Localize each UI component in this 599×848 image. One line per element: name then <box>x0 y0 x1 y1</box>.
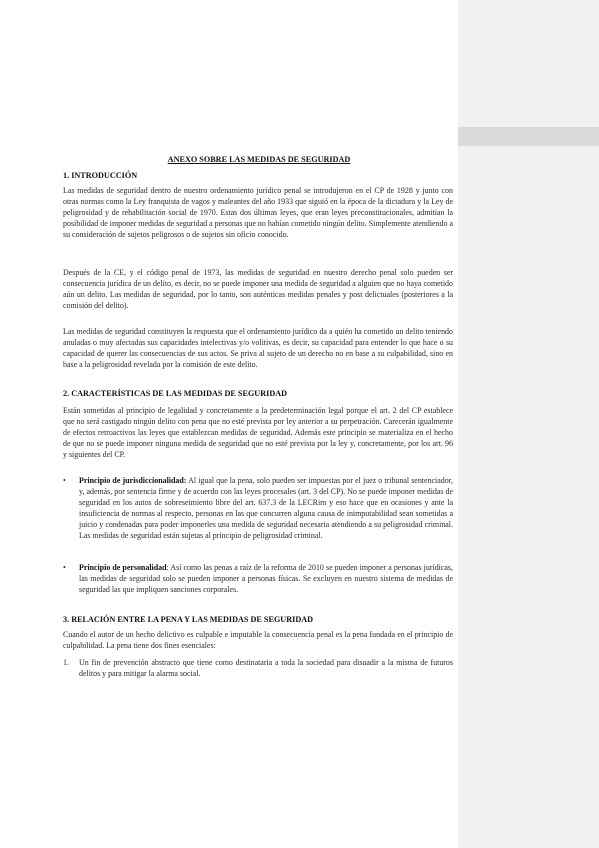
numbered-marker: 1. <box>63 658 69 667</box>
bullet-personalidad <box>63 563 455 596</box>
bullet-text: : Así como las penas a raíz de la reforma de 2010 se pueden imponer a personas jurídicas, las medidas de seguridad solo se pueden imponer a personas físicas. Se excluyen en nuestro sistema de medidas de seguridad las que impliquen sanciones corporales. <box>79 563 453 594</box>
comments-pane-header <box>458 127 599 146</box>
bullet-text: Al igual que la pena, solo pueden ser impuestas por el juez o tribunal sentenciador, y, además, por sentencia firme y de acuerdo con las leyes procesales (art. 3 del CP). No se puede imponer medidas de seguridad en los autos de sobreseimiento libre del art. 637.3 de la LECRim y eso hace que en ocasiones y ante la insuficiencia de normas al respecto, personas en las que concurren alguna causa de inimputabilidad sean sometidas a juicio y condenadas para poder imponerles una medida de seguridad necesaria atendiendo a su peligrosidad criminal. Las medidas de seguridad están sujetas al principio de peligrosidad criminal. <box>79 476 453 540</box>
paragraph-relacion-1: Cuando el autor de un hecho delictivo es culpable e imputable la consecuencia penal es la pena fundada en el principio de culpabilidad. La pena tiene dos fines esenciales: <box>63 630 453 650</box>
bullet-jurisdiccionalidad <box>63 476 455 541</box>
document-title: ANEXO SOBRE LAS MEDIDAS DE SEGURIDAD <box>167 155 351 164</box>
paragraph-caracteristicas-1: Están sometidas al principio de legalidad y concretamente a la predeterminación legal porque el art. 2 del CP establece que no será castigado ningún delito con pena que no esté prevista por ley anterior a su perpetración. Carecerán igualmente de efectos retroactivos las leyes que establezcan medidas de seguridad. Además este principio se materializa en el hecho de que no se puede imponer ninguna medida de seguridad que no esté prevista por la ley y, concretamente, por los art. 96 y siguientes del CP. <box>63 406 453 459</box>
section-heading-relacion: 3. RELACIÓN ENTRE LA PENA Y LAS MEDIDAS DE SEGURIDAD <box>63 615 314 624</box>
comments-pane <box>458 0 599 848</box>
numbered-item-1 <box>63 658 455 680</box>
bullet-marker: • <box>63 563 66 572</box>
bullet-term: Principio de personalidad <box>79 563 167 572</box>
paragraph-intro-1: Las medidas de seguridad dentro de nuestro ordenamiento jurídico penal se introdujeron en el CP de 1928 y junto con otras normas como la Ley franquista de vagos y maleantes del año 1933 que siguió en la época de la dictadura y la Ley de peligrosidad y de rehabilitación social de 1970. Estas dos últimas leyes, que eran leyes preconstitucionales, admitían la posibilidad de imponer medidas de seguridad a personas que no habían cometido ningún delito. Simplemente atendiendo a su consideración de sujetos peligrosos o de sujetos sin oficio conocido. <box>63 186 453 239</box>
bullet-marker: • <box>63 476 66 485</box>
document-page <box>63 0 455 848</box>
paragraph-intro-3: Las medidas de seguridad constituyen la respuesta que el ordenamiento jurídico da a quién ha cometido un delito teniendo anuladas o muy afectadas sus capacidades intelectivas y/o volitivas, es decir, su capacidad para entender lo que hace o su capacidad de querer las consecuencias de sus actos. Se priva al sujeto de un derecho no en base a su culpabilidad, sino en base a la peligrosidad revelada por la comisión de este delito. <box>63 327 453 369</box>
numbered-text: Un fin de prevención abstracto que tiene como destinataria a toda la sociedad para disuadir a la misma de futuros delitos y para mitigar la alarma social. <box>79 658 453 678</box>
section-heading-caracteristicas: 2. CARACTERÍSTICAS DE LAS MEDIDAS DE SEGURIDAD <box>63 389 288 398</box>
section-heading-introduccion: 1. INTRODUCCIÓN <box>63 171 138 180</box>
bullet-term: Principio de jurisdiccionalidad: <box>79 476 187 485</box>
paragraph-intro-2: Después de la CE, y el código penal de 1973, las medidas de seguridad en nuestro derecho penal solo pueden ser consecuencia jurídica de un delito, es decir, no se puede imponer una medida de seguridad a alguien que no haya cometido aún un delito. Las medidas de seguridad, por lo tanto, son auténticas medidas penales y post delictuales (posteriores a la comisión del delito). <box>63 268 453 310</box>
